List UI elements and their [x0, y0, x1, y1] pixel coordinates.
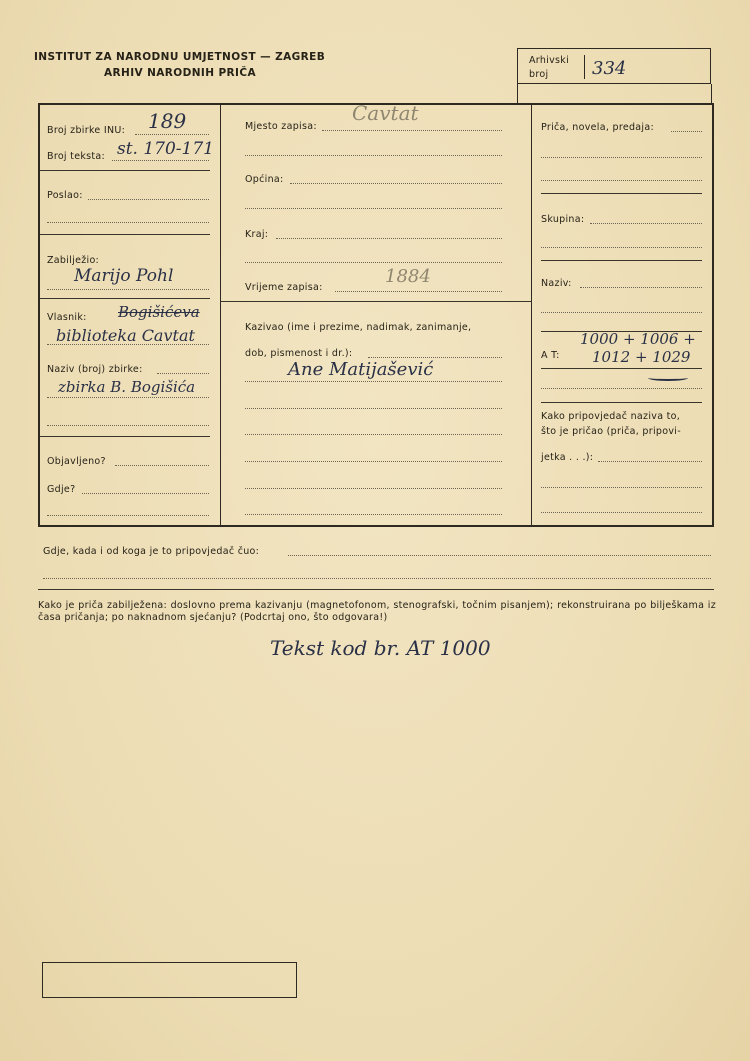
bottom-separator [38, 589, 714, 590]
story-line-3 [541, 180, 702, 181]
sent-label: Poslao: [47, 190, 83, 201]
time-label: Vrijeme zapisa: [245, 282, 323, 293]
narrator-name-label-3: jetka . . .): [541, 452, 594, 463]
heard-label: Gdje, kada i od koga je to pripovjedač čuo: [43, 546, 260, 557]
collection-no-line [135, 134, 209, 135]
collection-no-label: Broj zbirke INU: [47, 125, 126, 136]
at-strike-line [541, 368, 702, 369]
middle-separator [221, 301, 531, 302]
sent-line-2 [47, 222, 209, 223]
bottom-stamp-box [42, 962, 297, 998]
right-separator-2 [541, 260, 702, 261]
left-separator-1 [40, 170, 210, 171]
narrator-line [368, 357, 502, 358]
recorded-line [47, 289, 209, 290]
archive-number-label: Arhivski [529, 55, 570, 66]
place-line-2 [245, 155, 502, 156]
archive-connector-left [517, 84, 518, 103]
recorded-label: Zabilježio: [47, 255, 100, 266]
narrator-line-7 [245, 514, 502, 515]
sent-line [88, 199, 209, 200]
narrator-label-2: dob, pismenost i dr.): [245, 348, 353, 359]
story-line [671, 131, 702, 132]
text-no-label: Broj teksta: [47, 151, 106, 162]
recorded-value: Marijo Pohl [74, 266, 174, 286]
left-separator-2 [40, 234, 210, 235]
municipality-line [290, 183, 502, 184]
story-line-2 [541, 157, 702, 158]
owner-value-struck: Bogišićeva [118, 303, 200, 321]
place-label: Mjesto zapisa: [245, 121, 317, 132]
narrator-line-3 [245, 408, 502, 409]
right-separator-1 [541, 193, 702, 194]
group-label: Skupina: [541, 214, 585, 225]
collection-name-value: zbirka B. Bogišića [58, 378, 196, 396]
institute-title: INSTITUT ZA NARODNU UMJETNOST — ZAGREB [34, 51, 326, 63]
narrator-line-5 [245, 461, 502, 462]
narrator-name-line [598, 461, 702, 462]
where-label: Gdje? [47, 484, 76, 495]
collection-name-line-2 [47, 397, 209, 398]
at-value-line-1: 1000 + 1006 + [580, 330, 696, 348]
owner-label: Vlasnik: [47, 312, 87, 323]
narrator-name-line-2 [541, 487, 702, 488]
at-line-2 [541, 388, 702, 389]
heard-line [288, 555, 711, 556]
collection-name-line [157, 373, 209, 374]
left-separator-3 [40, 298, 210, 299]
at-value-line-2: 1012 + 1029 [592, 348, 691, 366]
where-line [82, 493, 209, 494]
narrator-name-label: Kako pripovjedač naziva to, [541, 411, 681, 422]
owner-line [47, 344, 209, 345]
region-line-2 [245, 262, 502, 263]
archive-number-value: 334 [592, 58, 627, 79]
left-separator-4 [40, 436, 210, 437]
narrator-line-2 [245, 381, 502, 382]
archive-connector-right [711, 84, 712, 103]
collection-name-label: Naziv (broj) zbirke: [47, 364, 143, 375]
place-value: Cavtat [352, 101, 419, 125]
collection-no-value: 189 [148, 109, 187, 133]
column-divider-right [531, 103, 532, 527]
group-line [590, 223, 702, 224]
place-line [322, 130, 502, 131]
municipality-label: Općina: [245, 174, 284, 185]
narrator-name-line-3 [541, 512, 702, 513]
archive-title: ARHIV NARODNIH PRIČA [104, 67, 256, 79]
time-line [335, 291, 502, 292]
text-no-value: st. 170-171 [117, 139, 215, 159]
time-value: 1884 [385, 266, 431, 287]
note-value: Tekst kod br. AT 1000 [270, 636, 491, 660]
at-label: A T: [541, 350, 560, 361]
owner-value-line-2: biblioteka Cavtat [56, 326, 195, 345]
column-divider-left [220, 103, 221, 527]
narrator-value: Ane Matijašević [288, 359, 434, 380]
narrator-line-6 [245, 488, 502, 489]
narrator-label: Kazivao (ime i prezime, nadimak, zanimanje, [245, 322, 472, 333]
published-label: Objavljeno? [47, 456, 106, 467]
region-label: Kraj: [245, 229, 269, 240]
narrator-name-label-2: što je pričao (priča, pripovi- [541, 426, 681, 437]
name-label: Naziv: [541, 278, 572, 289]
narrator-line-4 [245, 434, 502, 435]
group-line-2 [541, 247, 702, 248]
name-line [580, 287, 702, 288]
how-recorded-text: Kako je priča zabilježena: doslovno prema kazivanju (magnetofonom, stenografski, točnim pisanjem); rekonstruirana po bilješkama iz časa pričanja; po naknadnom sjećanju? (Podcrtaj ono, što odgovara!) [38, 600, 716, 623]
name-line-2 [541, 312, 702, 313]
municipality-line-2 [245, 208, 502, 209]
archive-number-label-2: broj [529, 69, 549, 80]
underline-flourish [648, 375, 688, 381]
region-line [276, 238, 502, 239]
story-label: Priča, novela, predaja: [541, 122, 654, 133]
right-separator-4 [541, 402, 702, 403]
text-no-line [112, 160, 209, 161]
published-line [115, 465, 209, 466]
archive-divider [584, 55, 585, 79]
heard-line-2 [43, 578, 711, 579]
collection-name-line-3 [47, 425, 209, 426]
where-line-2 [47, 515, 209, 516]
